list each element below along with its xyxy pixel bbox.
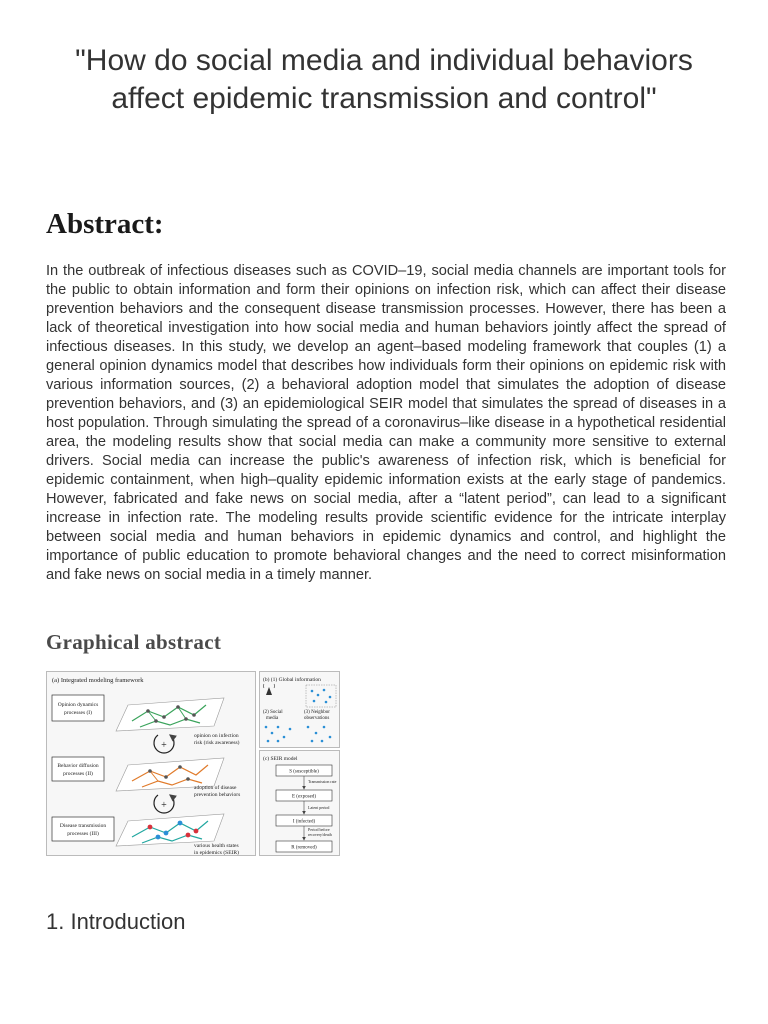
note1-line1: opinion on infection [194,733,239,739]
disease-box-line2: processes (III) [67,831,99,837]
behavior-box-line1: Behavior diffusion [57,763,99,769]
note3-line1: various health states [194,843,239,849]
panel-a-label: (a) Integrated modeling framework [52,677,144,684]
social-media-line2: media [266,716,279,721]
seir-i-label: I (infected) [292,819,316,825]
social-media-line1: (2) Social [263,710,283,715]
seir-r-label: R (removed) [291,845,317,851]
behavior-diffusion-box [52,757,104,781]
panel-b-label: (b) (1) Global information [263,677,321,683]
note1-line2: risk (risk awareness) [194,740,240,746]
introduction-heading: 1. Introduction [46,909,186,934]
disease-transmission-box [52,817,114,841]
note2-line1: adoption of disease [194,785,237,791]
page-title: "How do social media and individual behaviors affect epidemic transmission and control" [75,44,693,115]
neighbor-obs-line2: observations [304,716,330,721]
seir-period-line2: recovery/death [308,832,332,837]
svg-text:+: + [161,740,167,751]
abstract-heading: Abstract: [46,208,164,240]
note2-line2: prevention behaviors [194,792,241,798]
disease-box-line1: Disease transmission [59,823,107,829]
graphical-abstract-heading: Graphical abstract [46,630,222,654]
opinion-box-line1: Opinion dynamics [57,702,99,708]
svg-text:+: + [161,800,167,811]
seir-s-label: S (susceptible) [289,769,319,775]
seir-period-line1: Period before [308,827,330,832]
opinion-dynamics-box [52,695,104,721]
seir-e-label: E (exposed) [291,794,317,800]
neighbor-obs-line1: (3) Neighbor [304,710,330,715]
panel-c-label: (c) SEIR model [263,756,298,762]
note3-line2: in epidemics (SEIR) [194,850,239,856]
abstract-body: In the outbreak of infectious diseases such as COVID–19, social media channels are important tools for the public to obtain information and form their opinions on infection risk, which can affect their disease prevention behaviors and the consequent disease transmission processes. However, there has been a lack of theoretical investigation into how social media and human behaviors jointly affect the spread of infectious diseases. In this study, we develop an agent–based modeling framework that couples (1) a general opinion dynamics model that describes how individuals form their opinions on epidemic risk with various information sources, (2) a behavioral adoption model that simulates the adoption of disease prevention behaviors, and (3) an epidemiological SEIR model that simulates the spread of diseases in a host population. Through simulating the spread of a coronavirus–like disease in a hypothetical residential area, the modeling results show that social media can make a community more sensitive to external drivers. Social media can increase the public's awareness of infection risk, which is beneficial for epidemic containment, when high–quality epidemic information exists at the early stage of pandemics. However, fabricated and fake news on social media, after a “latent period”, can lead to a significant increase in infection rate. The modeling results provide scientific evidence for the intricate interplay between social media and human behaviors in epidemic dynamics and control, and highlight the importance of public education to promote behavioral changes and the need to correct misinformation and fake news on social media in a timely manner. [46,263,726,583]
behavior-box-line2: processes (II) [63,771,93,777]
seir-transmission-label: Transmission rate [308,779,337,784]
opinion-box-line2: processes (I) [64,710,92,716]
seir-latent-label: Latent period [308,805,330,810]
graphical-abstract-figure [46,671,340,856]
